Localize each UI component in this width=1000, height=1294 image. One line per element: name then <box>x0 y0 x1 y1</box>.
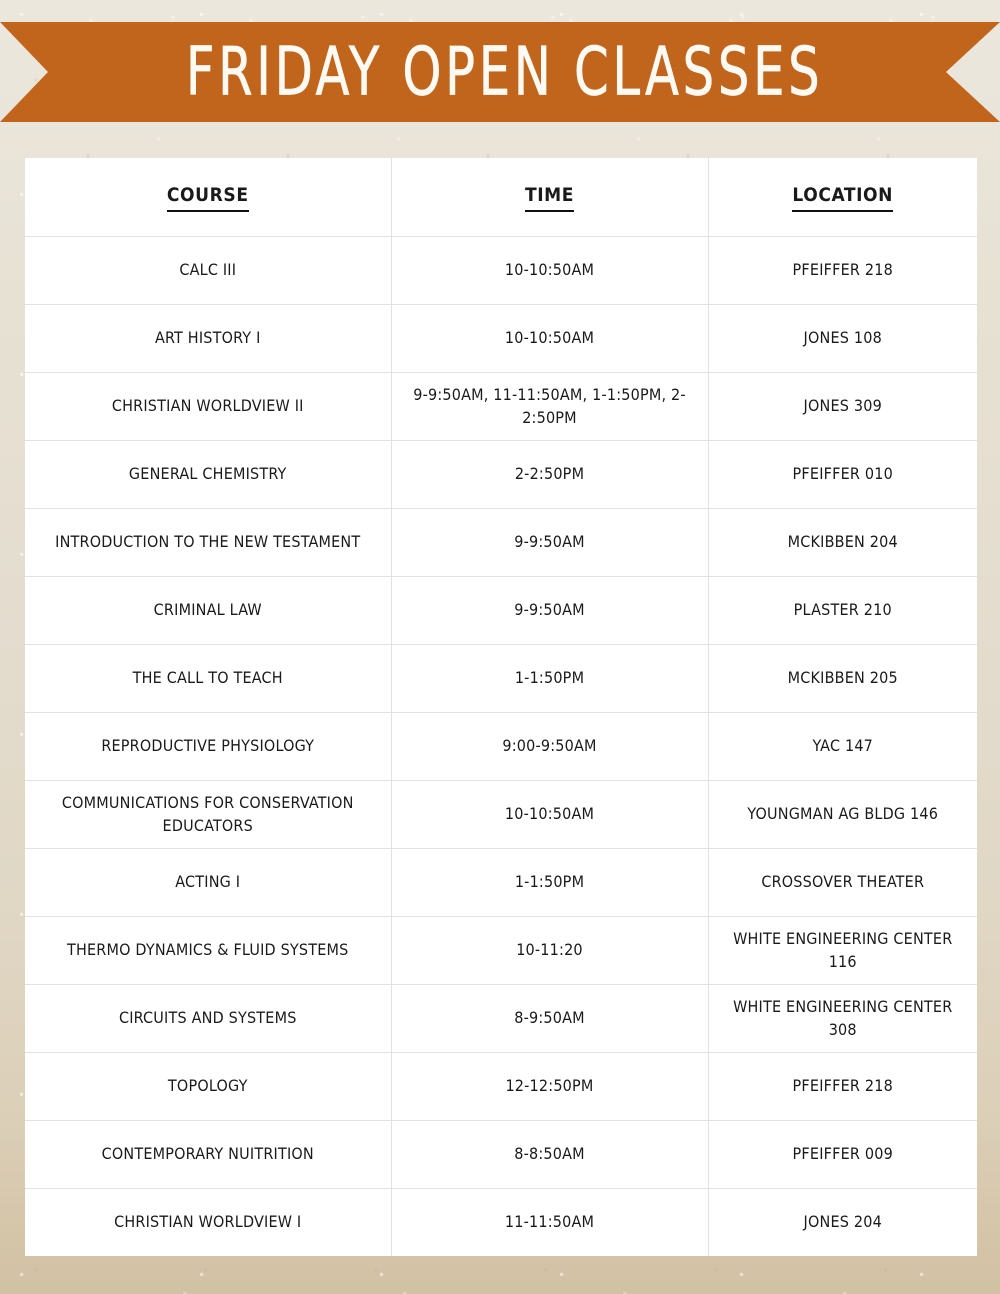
cell-location: JONES 309 <box>708 373 977 441</box>
cell-time: 10-10:50AM <box>391 781 708 849</box>
cell-time: 11-11:50AM <box>391 1189 708 1257</box>
column-header-course <box>25 158 391 237</box>
table-row <box>25 849 977 917</box>
cell-location: WHITE ENGINEERING CENTER 116 <box>708 917 977 985</box>
table-row <box>25 1053 977 1121</box>
table-header-row <box>25 158 977 237</box>
cell-location: PFEIFFER 218 <box>708 237 977 305</box>
table-row <box>25 305 977 373</box>
cell-location: JONES 204 <box>708 1189 977 1257</box>
cell-course: ACTING I <box>25 849 391 917</box>
cell-course: CONTEMPORARY NUITRITION <box>25 1121 391 1189</box>
cell-time: 9-9:50AM <box>391 509 708 577</box>
cell-location: YAC 147 <box>708 713 977 781</box>
cell-location: JONES 108 <box>708 305 977 373</box>
cell-course: CIRCUITS AND SYSTEMS <box>25 985 391 1053</box>
cell-location: PLASTER 210 <box>708 577 977 645</box>
column-header-location-label: LOCATION <box>792 182 893 211</box>
cell-location: YOUNGMAN AG BLDG 146 <box>708 781 977 849</box>
cell-time: 9:00-9:50AM <box>391 713 708 781</box>
table-row <box>25 577 977 645</box>
cell-location: PFEIFFER 010 <box>708 441 977 509</box>
cell-course: THE CALL TO TEACH <box>25 645 391 713</box>
cell-time: 9-9:50AM <box>391 577 708 645</box>
cell-time: 8-8:50AM <box>391 1121 708 1189</box>
column-header-location <box>708 158 977 237</box>
table-row <box>25 985 977 1053</box>
table-row <box>25 237 977 305</box>
cell-course: CALC III <box>25 237 391 305</box>
open-classes-table <box>25 158 977 1256</box>
cell-location: MCKIBBEN 204 <box>708 509 977 577</box>
cell-course: GENERAL CHEMISTRY <box>25 441 391 509</box>
cell-time: 1-1:50PM <box>391 849 708 917</box>
column-header-course-label: COURSE <box>167 182 249 211</box>
cell-location: PFEIFFER 009 <box>708 1121 977 1189</box>
title-banner <box>0 22 1000 122</box>
cell-time: 8-9:50AM <box>391 985 708 1053</box>
cell-course: CHRISTIAN WORLDVIEW I <box>25 1189 391 1257</box>
table-body <box>25 237 977 1257</box>
page-title: FRIDAY OPEN CLASSES <box>185 32 824 112</box>
table-row <box>25 1189 977 1257</box>
column-header-time <box>391 158 708 237</box>
cell-course: CHRISTIAN WORLDVIEW II <box>25 373 391 441</box>
cell-location: PFEIFFER 218 <box>708 1053 977 1121</box>
cell-location: WHITE ENGINEERING CENTER 308 <box>708 985 977 1053</box>
table-row <box>25 509 977 577</box>
cell-course: TOPOLOGY <box>25 1053 391 1121</box>
cell-course: THERMO DYNAMICS & FLUID SYSTEMS <box>25 917 391 985</box>
table-row <box>25 441 977 509</box>
cell-location: CROSSOVER THEATER <box>708 849 977 917</box>
cell-time: 1-1:50PM <box>391 645 708 713</box>
table-row <box>25 781 977 849</box>
cell-course: INTRODUCTION TO THE NEW TESTAMENT <box>25 509 391 577</box>
cell-time: 9-9:50AM, 11-11:50AM, 1-1:50PM, 2-2:50PM <box>391 373 708 441</box>
table-row <box>25 373 977 441</box>
cell-course: ART HISTORY I <box>25 305 391 373</box>
cell-time: 10-11:20 <box>391 917 708 985</box>
table-header <box>25 158 977 237</box>
cell-course: COMMUNICATIONS FOR CONSERVATION EDUCATORS <box>25 781 391 849</box>
cell-time: 2-2:50PM <box>391 441 708 509</box>
table-row <box>25 645 977 713</box>
cell-location: MCKIBBEN 205 <box>708 645 977 713</box>
table-row <box>25 917 977 985</box>
cell-course: REPRODUCTIVE PHYSIOLOGY <box>25 713 391 781</box>
cell-course: CRIMINAL LAW <box>25 577 391 645</box>
table-row <box>25 713 977 781</box>
cell-time: 10-10:50AM <box>391 305 708 373</box>
cell-time: 10-10:50AM <box>391 237 708 305</box>
cell-time: 12-12:50PM <box>391 1053 708 1121</box>
table-row <box>25 1121 977 1189</box>
column-header-time-label: TIME <box>525 182 574 211</box>
